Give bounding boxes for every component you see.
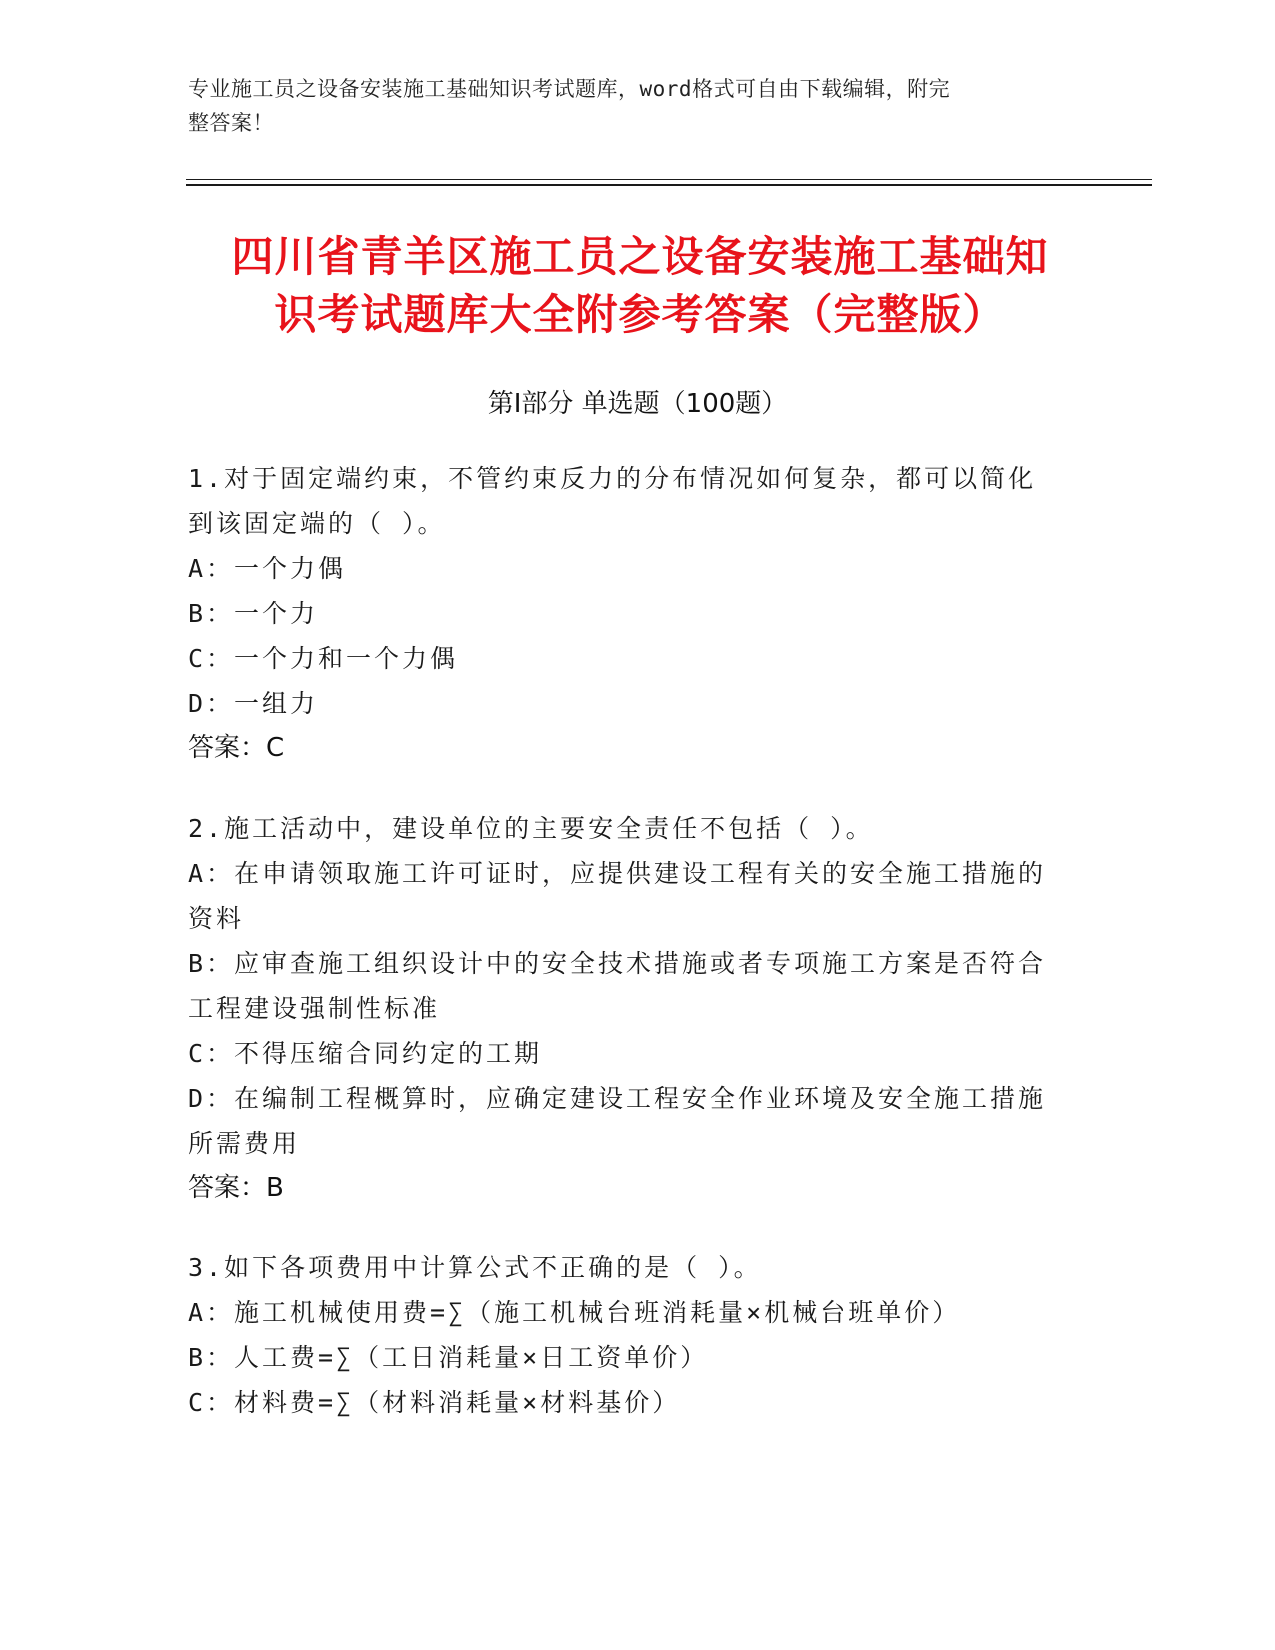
question-stem-line: 2.施工活动中，建设单位的主要安全责任不包括（ ）。 bbox=[188, 814, 874, 843]
question-1 bbox=[188, 456, 1078, 771]
question-stem-line: 3.如下各项费用中计算公式不正确的是（ ）。 bbox=[188, 1253, 762, 1282]
option-c: C：材料费=∑（材料消耗量×材料基价） bbox=[188, 1388, 681, 1417]
option-a: A：在申请领取施工许可证时，应提供建设工程有关的安全施工措施的 bbox=[188, 859, 1047, 888]
option-a: A：一个力偶 bbox=[188, 554, 347, 583]
header-note-line-1: 专业施工员之设备安装施工基础知识考试题库，word格式可自由下载编辑，附完 bbox=[188, 77, 951, 101]
header-divider-thick bbox=[186, 184, 1152, 186]
question-2 bbox=[188, 806, 1078, 1211]
option-b-continued: 工程建设强制性标准 bbox=[188, 994, 441, 1023]
option-d-continued: 所需费用 bbox=[188, 1129, 301, 1158]
question-3 bbox=[188, 1245, 1078, 1425]
option-d: D：在编制工程概算时，应确定建设工程安全作业环境及安全施工措施 bbox=[188, 1084, 1047, 1113]
answer-line: 答案：B bbox=[188, 1173, 284, 1203]
question-stem-line: 1.对于固定端约束，不管约束反力的分布情况如何复杂，都可以简化 bbox=[188, 464, 1037, 493]
document-title-line-2: 识考试题库大全附参考答案（完整版） bbox=[274, 290, 1006, 339]
document-title bbox=[160, 228, 1120, 344]
document-title-line-1: 四川省青羊区施工员之设备安装施工基础知 bbox=[231, 232, 1049, 281]
header-note bbox=[188, 72, 1068, 140]
option-a-continued: 资料 bbox=[188, 904, 245, 933]
option-b: B：人工费=∑（工日消耗量×日工资单价） bbox=[188, 1343, 709, 1372]
header-divider-thin bbox=[186, 179, 1152, 180]
option-b: B：一个力 bbox=[188, 599, 319, 628]
option-a: A：施工机械使用费=∑（施工机械台班消耗量×机械台班单价） bbox=[188, 1298, 961, 1327]
option-c: C：不得压缩合同约定的工期 bbox=[188, 1039, 543, 1068]
section-heading: 第Ⅰ部分 单选题（100题） bbox=[487, 389, 788, 419]
header-note-line-2: 整答案！ bbox=[188, 111, 274, 135]
option-c: C：一个力和一个力偶 bbox=[188, 644, 459, 673]
question-stem-line: 到该固定端的（ ）。 bbox=[188, 509, 446, 538]
option-b: B：应审查施工组织设计中的安全技术措施或者专项施工方案是否符合 bbox=[188, 949, 1047, 978]
answer-line: 答案：C bbox=[188, 733, 285, 763]
option-d: D：一组力 bbox=[188, 689, 319, 718]
